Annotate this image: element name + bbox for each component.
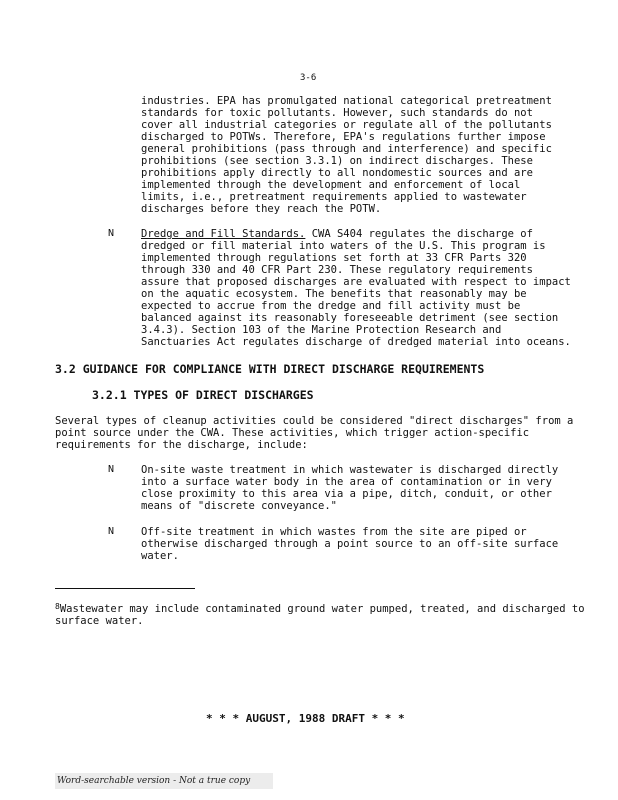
section-heading-3-2: 3.2 GUIDANCE FOR COMPLIANCE WITH DIRECT DISCHARGE REQUIREMENTS: [55, 362, 485, 376]
list-item-onsite-treatment: [141, 464, 571, 512]
footnote: [55, 601, 585, 627]
paragraph-pretreatment: industries. EPA has promulgated national categorical pretreatment standards for toxic pollutants. However, such standards do not cover all industrial categories or regulate all of the pollutants discharged to POTWs. Therefore, EPA's regulations further impose general prohibitions (pass through and interference) and specific prohibitions (see section 3.3.1) on indirect discharges. These prohibitions apply directly to all nondomestic sources and are implemented through the development and enforcement of local limits, i.e., pretreatment requirements applied to wastewater discharges before they reach the POTW.: [141, 95, 552, 215]
page-number: 3-6: [300, 73, 317, 83]
watermark-banner: Word-searchable version - Not a true copy: [55, 773, 273, 789]
dredge-fill-title: Dredge and Fill Standards.: [141, 228, 306, 240]
draft-footer: * * * AUGUST, 1988 DRAFT * * *: [206, 712, 405, 725]
footnote-text: Wastewater may include contaminated ground water pumped, treated, and discharged to surface water.: [55, 603, 585, 627]
bullet-marker: N: [108, 464, 115, 475]
onsite-treatment-text: On-site waste treatment in which wastewater is discharged directly into a surface water body in the area of contamination or in very close proximity to this area via a pipe, ditch, conduit, or other means of "discrete conveyance.": [141, 464, 559, 512]
section-heading-3-2-1: 3.2.1 TYPES OF DIRECT DISCHARGES: [92, 388, 314, 402]
list-item-offsite-treatment: Off-site treatment in which wastes from the site are piped or otherwise discharged through a point source to an off-site surface water.: [141, 526, 559, 562]
footnote-divider: [55, 588, 195, 589]
paragraph-intro: Several types of cleanup activities could be considered "direct discharges" from a point source under the CWA. These activities, which trigger action-specific requirements for the discharge, include:: [55, 415, 574, 451]
dredge-fill-body: CWA S404 regulates the discharge of dredged or fill material into waters of the U.S. This program is implemented through regulations set forth at 33 CFR Parts 320 through 330 and 40 CFR Part 230. These regulatory requirements assure that proposed discharges are evaluated with respect to impact on the aquatic ecosystem. The benefits that reasonably may be expected to accrue from the dredge and fill activity must be balanced against its reasonably foreseeable detriment (see section 3.4.3). Section 103 of the Marine Protection Research and Sanctuaries Act regulates discharge of dredged material into oceans.: [141, 228, 571, 348]
paragraph-dredge-fill: [141, 228, 571, 348]
footnote-number: 8: [55, 602, 60, 611]
bullet-marker: N: [108, 526, 115, 537]
bullet-marker: N: [108, 228, 115, 239]
